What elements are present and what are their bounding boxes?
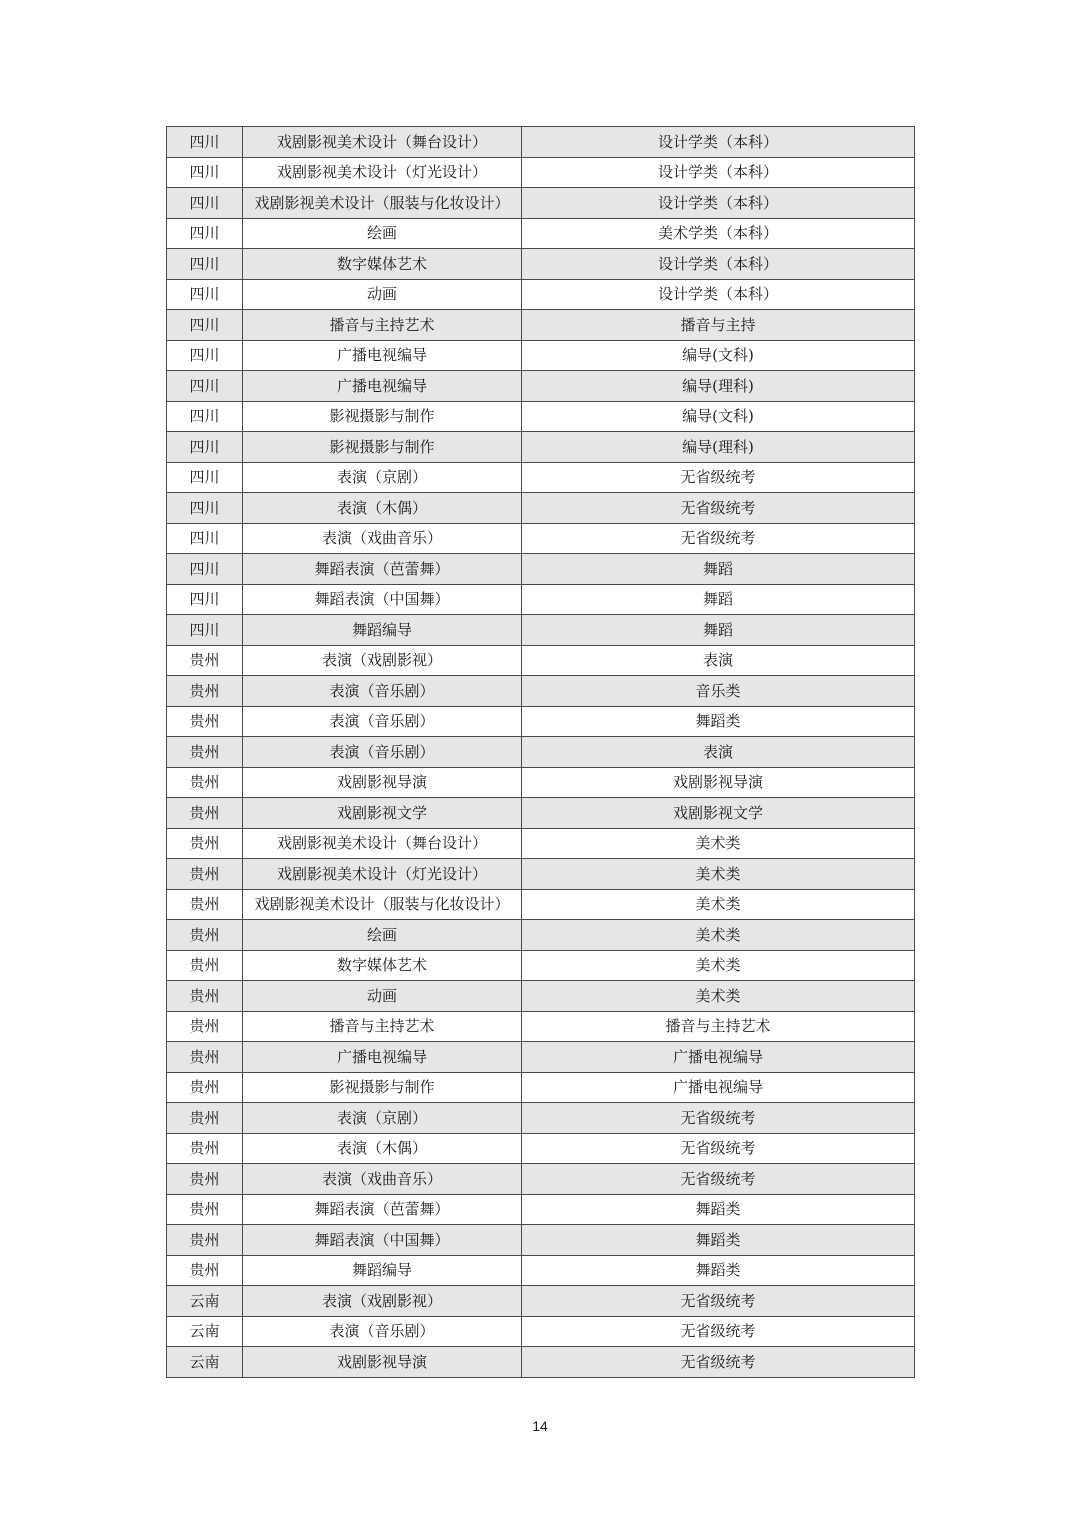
province-cell: 贵州 bbox=[167, 828, 243, 859]
exam-category-cell: 编导(文科) bbox=[522, 401, 915, 432]
province-cell: 贵州 bbox=[167, 1072, 243, 1103]
province-cell: 贵州 bbox=[167, 737, 243, 768]
table-row bbox=[167, 615, 915, 646]
table-row bbox=[167, 737, 915, 768]
exam-category-cell: 舞蹈 bbox=[522, 615, 915, 646]
major-cell: 影视摄影与制作 bbox=[243, 401, 522, 432]
province-cell: 贵州 bbox=[167, 798, 243, 829]
exam-category-cell: 广播电视编导 bbox=[522, 1042, 915, 1073]
table-row bbox=[167, 1072, 915, 1103]
table-row bbox=[167, 920, 915, 951]
table-row bbox=[167, 828, 915, 859]
exam-category-cell: 编导(文科) bbox=[522, 340, 915, 371]
table-row bbox=[167, 279, 915, 310]
exam-category-cell: 无省级统考 bbox=[522, 462, 915, 493]
major-cell: 播音与主持艺术 bbox=[243, 1011, 522, 1042]
exam-category-cell: 舞蹈类 bbox=[522, 1255, 915, 1286]
major-cell: 舞蹈表演（芭蕾舞） bbox=[243, 554, 522, 585]
table-row bbox=[167, 1225, 915, 1256]
province-cell: 贵州 bbox=[167, 767, 243, 798]
major-cell: 广播电视编导 bbox=[243, 371, 522, 402]
exam-category-cell: 舞蹈类 bbox=[522, 1225, 915, 1256]
exam-category-cell: 无省级统考 bbox=[522, 1164, 915, 1195]
table-row bbox=[167, 1194, 915, 1225]
exam-category-cell: 音乐类 bbox=[522, 676, 915, 707]
table-row bbox=[167, 645, 915, 676]
table-row bbox=[167, 981, 915, 1012]
major-cell: 戏剧影视美术设计（舞台设计） bbox=[243, 828, 522, 859]
major-cell: 表演（戏曲音乐） bbox=[243, 1164, 522, 1195]
major-cell: 表演（戏剧影视） bbox=[243, 645, 522, 676]
table-row bbox=[167, 401, 915, 432]
exam-category-cell: 表演 bbox=[522, 737, 915, 768]
province-cell: 贵州 bbox=[167, 1225, 243, 1256]
province-cell: 四川 bbox=[167, 249, 243, 280]
exam-category-cell: 美术学类（本科） bbox=[522, 218, 915, 249]
exam-category-cell: 设计学类（本科） bbox=[522, 249, 915, 280]
exam-category-cell: 美术类 bbox=[522, 889, 915, 920]
province-cell: 贵州 bbox=[167, 859, 243, 890]
major-cell: 戏剧影视导演 bbox=[243, 767, 522, 798]
province-cell: 四川 bbox=[167, 493, 243, 524]
exam-category-cell: 舞蹈类 bbox=[522, 1194, 915, 1225]
exam-category-cell: 设计学类（本科） bbox=[522, 157, 915, 188]
exam-category-cell: 美术类 bbox=[522, 828, 915, 859]
table-body bbox=[167, 127, 915, 1378]
major-cell: 表演（音乐剧） bbox=[243, 737, 522, 768]
province-cell: 贵州 bbox=[167, 950, 243, 981]
province-cell: 云南 bbox=[167, 1316, 243, 1347]
exam-category-cell: 舞蹈 bbox=[522, 554, 915, 585]
major-cell: 舞蹈表演（中国舞） bbox=[243, 1225, 522, 1256]
province-cell: 贵州 bbox=[167, 645, 243, 676]
exam-category-cell: 编导(理科) bbox=[522, 371, 915, 402]
exam-category-cell: 设计学类（本科） bbox=[522, 279, 915, 310]
major-cell: 动画 bbox=[243, 279, 522, 310]
admissions-table bbox=[166, 126, 915, 1378]
major-cell: 舞蹈表演（中国舞） bbox=[243, 584, 522, 615]
table-row bbox=[167, 249, 915, 280]
table-row bbox=[167, 584, 915, 615]
major-cell: 表演（京剧） bbox=[243, 1103, 522, 1134]
table-row bbox=[167, 432, 915, 463]
exam-category-cell: 播音与主持 bbox=[522, 310, 915, 341]
major-cell: 戏剧影视文学 bbox=[243, 798, 522, 829]
major-cell: 影视摄影与制作 bbox=[243, 432, 522, 463]
exam-category-cell: 舞蹈 bbox=[522, 584, 915, 615]
major-cell: 舞蹈编导 bbox=[243, 1255, 522, 1286]
table-row bbox=[167, 706, 915, 737]
major-cell: 戏剧影视美术设计（灯光设计） bbox=[243, 157, 522, 188]
exam-category-cell: 戏剧影视导演 bbox=[522, 767, 915, 798]
province-cell: 四川 bbox=[167, 523, 243, 554]
province-cell: 贵州 bbox=[167, 1164, 243, 1195]
table-row bbox=[167, 767, 915, 798]
province-cell: 四川 bbox=[167, 310, 243, 341]
major-cell: 舞蹈表演（芭蕾舞） bbox=[243, 1194, 522, 1225]
major-cell: 表演（戏曲音乐） bbox=[243, 523, 522, 554]
province-cell: 贵州 bbox=[167, 920, 243, 951]
province-cell: 四川 bbox=[167, 127, 243, 158]
province-cell: 贵州 bbox=[167, 1011, 243, 1042]
table-row bbox=[167, 340, 915, 371]
table-row bbox=[167, 523, 915, 554]
table-row bbox=[167, 554, 915, 585]
exam-category-cell: 无省级统考 bbox=[522, 1103, 915, 1134]
province-cell: 四川 bbox=[167, 371, 243, 402]
major-cell: 影视摄影与制作 bbox=[243, 1072, 522, 1103]
province-cell: 四川 bbox=[167, 279, 243, 310]
major-cell: 广播电视编导 bbox=[243, 1042, 522, 1073]
major-cell: 播音与主持艺术 bbox=[243, 310, 522, 341]
table-row bbox=[167, 1042, 915, 1073]
province-cell: 四川 bbox=[167, 340, 243, 371]
table-row bbox=[167, 798, 915, 829]
province-cell: 贵州 bbox=[167, 706, 243, 737]
exam-category-cell: 舞蹈类 bbox=[522, 706, 915, 737]
major-cell: 戏剧影视美术设计（灯光设计） bbox=[243, 859, 522, 890]
province-cell: 云南 bbox=[167, 1347, 243, 1378]
table-row bbox=[167, 493, 915, 524]
exam-category-cell: 美术类 bbox=[522, 920, 915, 951]
exam-category-cell: 无省级统考 bbox=[522, 1347, 915, 1378]
exam-category-cell: 播音与主持艺术 bbox=[522, 1011, 915, 1042]
major-cell: 表演（京剧） bbox=[243, 462, 522, 493]
province-cell: 四川 bbox=[167, 218, 243, 249]
exam-category-cell: 设计学类（本科） bbox=[522, 188, 915, 219]
province-cell: 四川 bbox=[167, 401, 243, 432]
exam-category-cell: 无省级统考 bbox=[522, 493, 915, 524]
exam-category-cell: 戏剧影视文学 bbox=[522, 798, 915, 829]
province-cell: 四川 bbox=[167, 615, 243, 646]
table-row bbox=[167, 1133, 915, 1164]
major-cell: 戏剧影视美术设计（服装与化妆设计） bbox=[243, 889, 522, 920]
table-row bbox=[167, 1103, 915, 1134]
exam-category-cell: 无省级统考 bbox=[522, 523, 915, 554]
exam-category-cell: 无省级统考 bbox=[522, 1286, 915, 1317]
major-cell: 动画 bbox=[243, 981, 522, 1012]
province-cell: 四川 bbox=[167, 432, 243, 463]
table-row bbox=[167, 676, 915, 707]
table-row bbox=[167, 371, 915, 402]
table-row bbox=[167, 1164, 915, 1195]
province-cell: 四川 bbox=[167, 188, 243, 219]
table-row bbox=[167, 127, 915, 158]
province-cell: 贵州 bbox=[167, 676, 243, 707]
table-row bbox=[167, 218, 915, 249]
major-cell: 表演（音乐剧） bbox=[243, 676, 522, 707]
major-cell: 表演（木偶） bbox=[243, 493, 522, 524]
page-number: 14 bbox=[532, 1418, 548, 1434]
major-cell: 表演（木偶） bbox=[243, 1133, 522, 1164]
province-cell: 贵州 bbox=[167, 889, 243, 920]
major-cell: 绘画 bbox=[243, 920, 522, 951]
exam-category-cell: 广播电视编导 bbox=[522, 1072, 915, 1103]
exam-category-cell: 无省级统考 bbox=[522, 1316, 915, 1347]
major-cell: 表演（音乐剧） bbox=[243, 1316, 522, 1347]
exam-category-cell: 美术类 bbox=[522, 981, 915, 1012]
table-row bbox=[167, 1316, 915, 1347]
major-cell: 戏剧影视美术设计（舞台设计） bbox=[243, 127, 522, 158]
province-cell: 贵州 bbox=[167, 1255, 243, 1286]
table-row bbox=[167, 1255, 915, 1286]
table-row bbox=[167, 310, 915, 341]
exam-category-cell: 美术类 bbox=[522, 859, 915, 890]
province-cell: 四川 bbox=[167, 462, 243, 493]
province-cell: 四川 bbox=[167, 157, 243, 188]
province-cell: 贵州 bbox=[167, 1042, 243, 1073]
major-cell: 戏剧影视导演 bbox=[243, 1347, 522, 1378]
major-cell: 数字媒体艺术 bbox=[243, 249, 522, 280]
exam-category-cell: 表演 bbox=[522, 645, 915, 676]
province-cell: 贵州 bbox=[167, 1103, 243, 1134]
major-cell: 数字媒体艺术 bbox=[243, 950, 522, 981]
exam-category-cell: 无省级统考 bbox=[522, 1133, 915, 1164]
exam-category-cell: 设计学类（本科） bbox=[522, 127, 915, 158]
table-row bbox=[167, 1286, 915, 1317]
major-cell: 表演（戏剧影视） bbox=[243, 1286, 522, 1317]
province-cell: 贵州 bbox=[167, 1194, 243, 1225]
table-row bbox=[167, 462, 915, 493]
table-row bbox=[167, 889, 915, 920]
major-cell: 戏剧影视美术设计（服装与化妆设计） bbox=[243, 188, 522, 219]
table-row bbox=[167, 1347, 915, 1378]
table-row bbox=[167, 859, 915, 890]
table-row bbox=[167, 1011, 915, 1042]
province-cell: 四川 bbox=[167, 554, 243, 585]
table-row bbox=[167, 950, 915, 981]
province-cell: 贵州 bbox=[167, 981, 243, 1012]
major-cell: 绘画 bbox=[243, 218, 522, 249]
exam-category-cell: 编导(理科) bbox=[522, 432, 915, 463]
province-cell: 云南 bbox=[167, 1286, 243, 1317]
province-cell: 贵州 bbox=[167, 1133, 243, 1164]
exam-category-cell: 美术类 bbox=[522, 950, 915, 981]
major-cell: 舞蹈编导 bbox=[243, 615, 522, 646]
major-cell: 广播电视编导 bbox=[243, 340, 522, 371]
table-row bbox=[167, 188, 915, 219]
province-cell: 四川 bbox=[167, 584, 243, 615]
table-row bbox=[167, 157, 915, 188]
major-cell: 表演（音乐剧） bbox=[243, 706, 522, 737]
